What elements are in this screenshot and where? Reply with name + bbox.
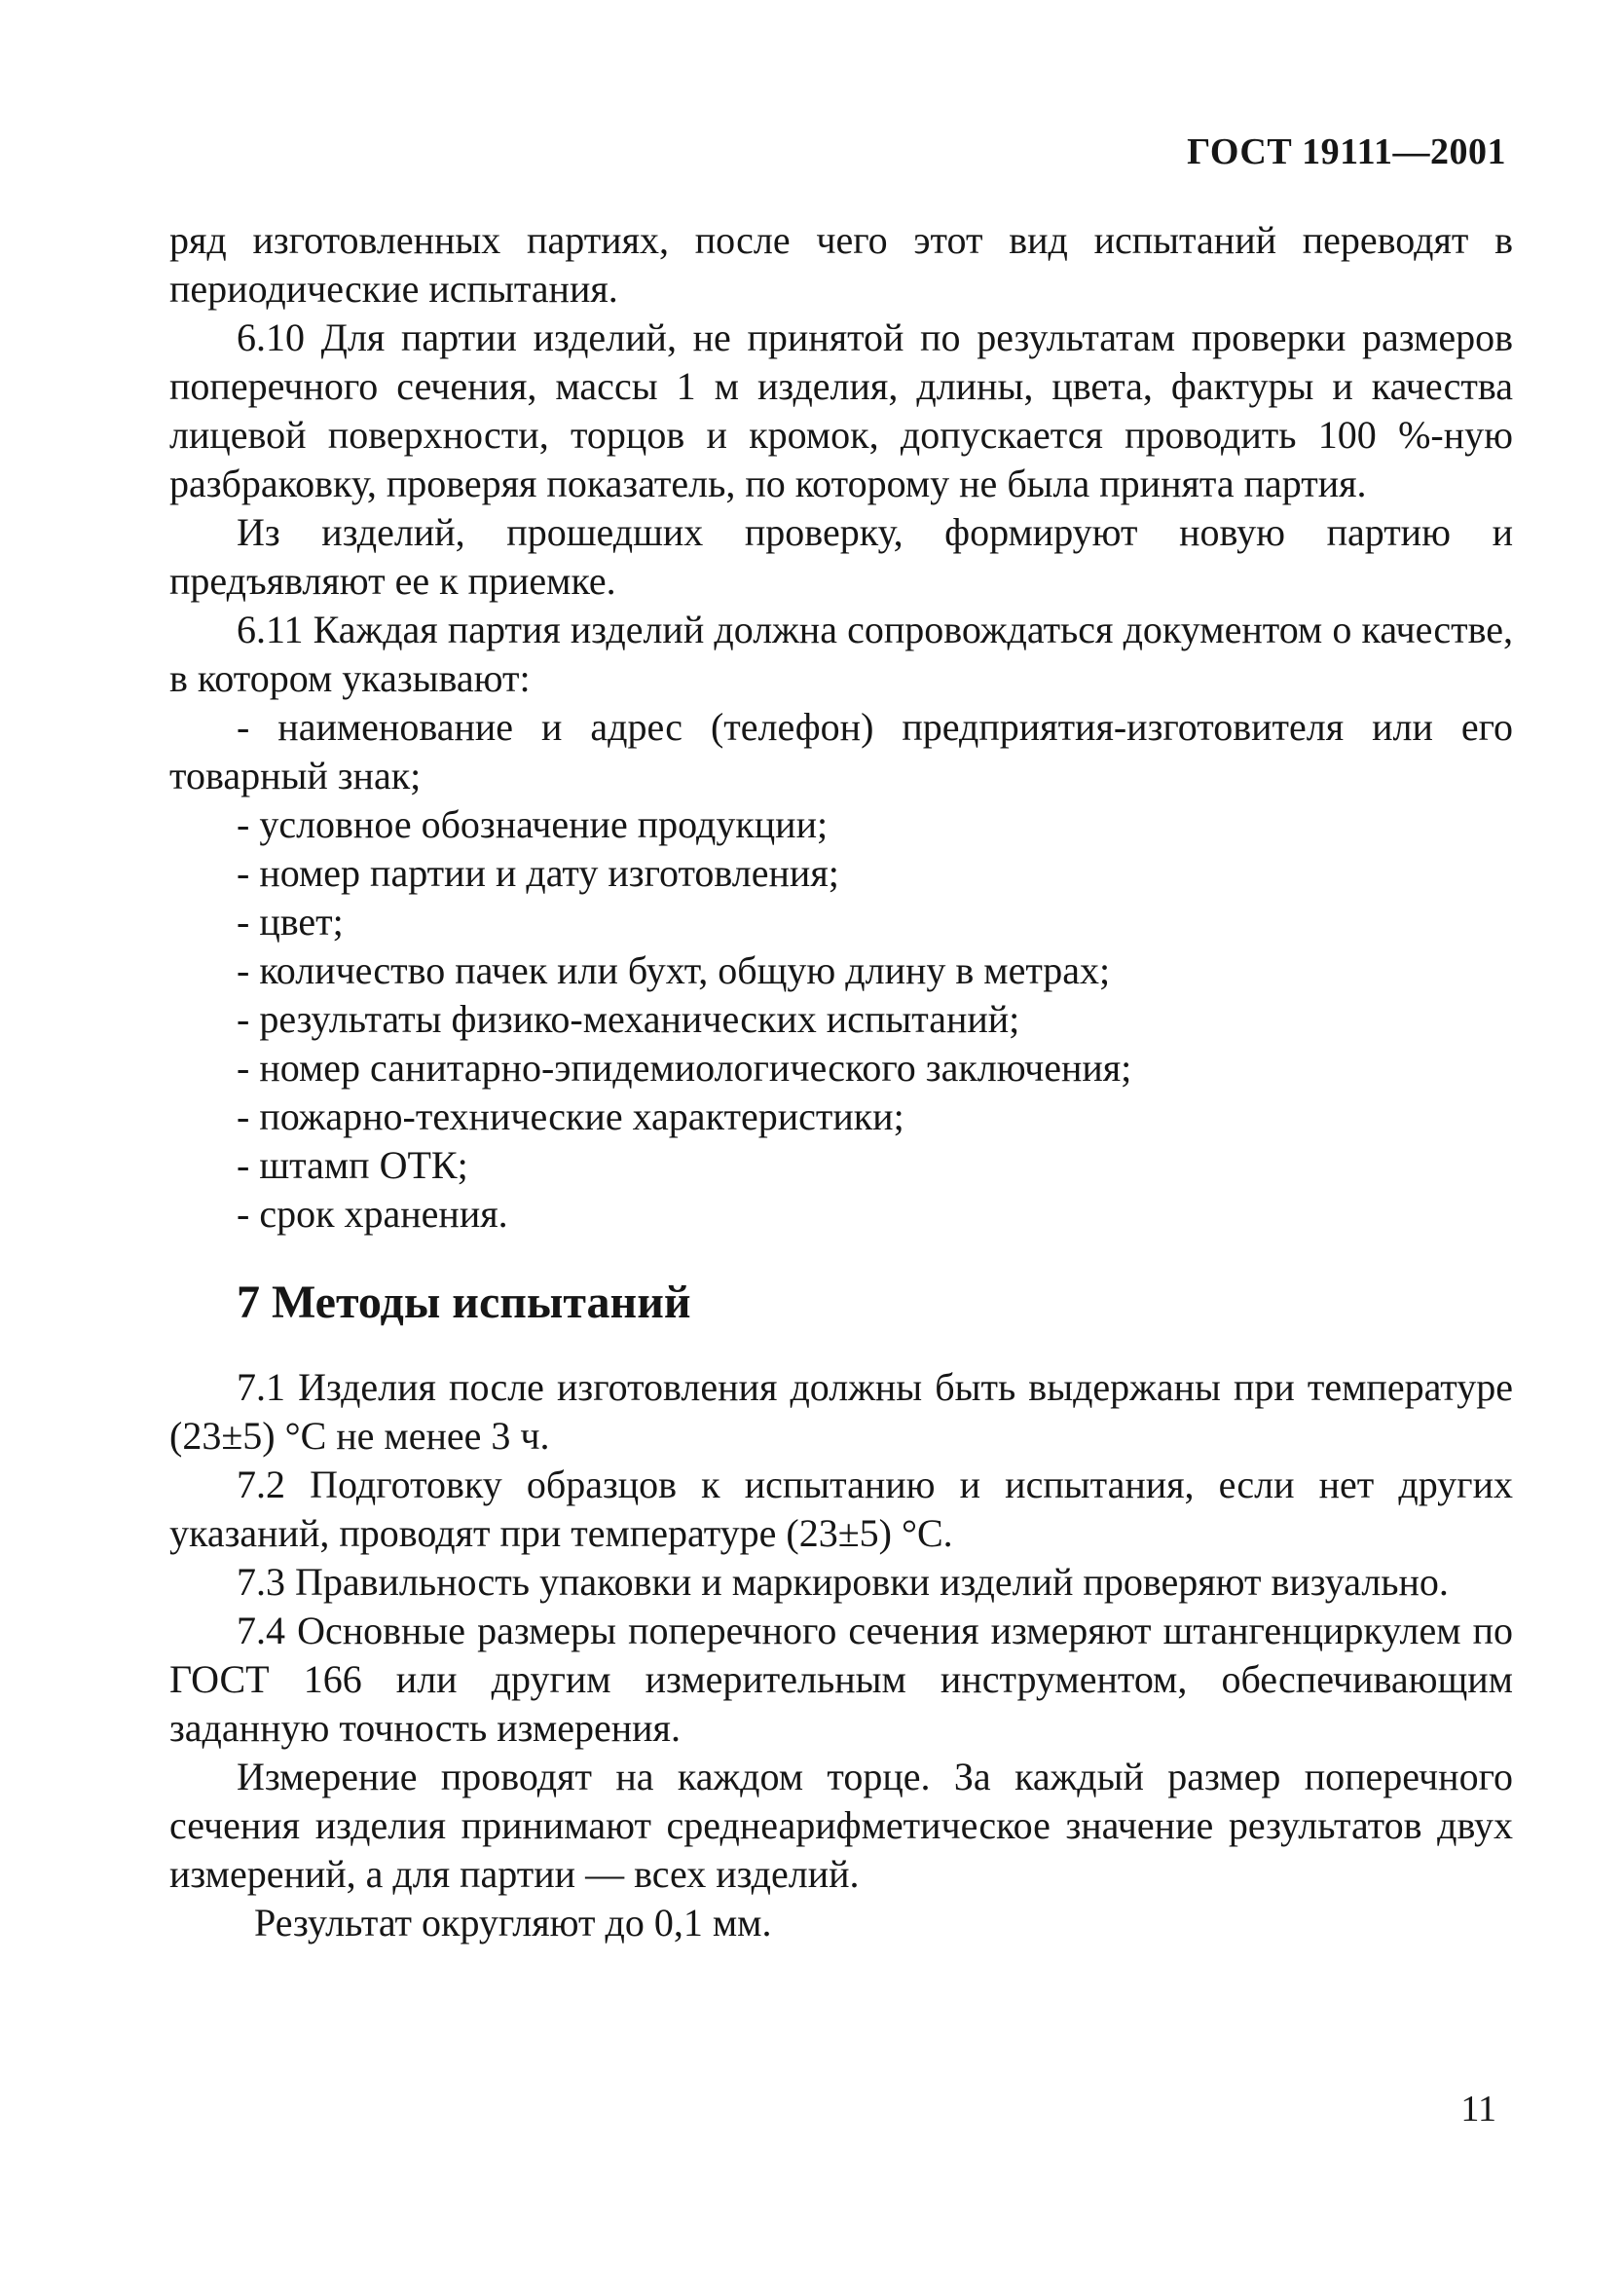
paragraph-7-4: 7.4 Основные размеры поперечного сечения измеряют штангенциркулем по ГОСТ 166 или другим измерительным инструментом, обеспечивающим заданную точность измерения. [169, 1609, 1513, 1750]
paragraph-7-2: 7.2 Подготовку образцов к испытанию и испытания, если нет других указаний, проводят при температуре (23±5) °С. [169, 1463, 1513, 1555]
paragraph-7-1: 7.1 Изделия после изготовления должны быть выдержаны при температуре (23±5) °С не менее 3 ч. [169, 1365, 1513, 1458]
paragraph-measurement: Измерение проводят на каждом торце. За каждый размер поперечного сечения изделия принимают среднеарифметическое значение результатов двух измерений, а для партии — всех изделий. [169, 1755, 1513, 1896]
paragraph-rounding: Результат округляют до 0,1 мм. [254, 1901, 772, 1944]
list-item: - номер партии и дату изготовления; [237, 851, 839, 895]
paragraph-6-10: 6.10 Для партии изделий, не принятой по результатам проверки размеров поперечного сечения, массы 1 м изделия, длины, цвета, фактуры и качества лицевой поверхности, торцов и кромок, допускается проводить 100 %-ную разбраковку, проверяя показатель, по которому не была принята партия. [169, 315, 1513, 505]
document-code-header: ГОСТ 19111—2001 [1187, 131, 1506, 172]
paragraph-continuation: ряд изготовленных партиях, после чего этот вид испытаний переводят в периодические испытания. [169, 218, 1513, 311]
list-item: - срок хранения. [237, 1192, 508, 1236]
list-item: - результаты физико-механических испытаний; [237, 997, 1020, 1041]
paragraph-6-11: 6.11 Каждая партия изделий должна сопровождаться документом о качестве, в котором указывают: [169, 608, 1513, 700]
list-item: - штамп ОТК; [237, 1143, 468, 1187]
paragraph-rejected-batch: Из изделий, прошедших проверку, формируют новую партию и предъявляют ее к приемке. [169, 510, 1513, 603]
list-item: - пожарно-технические характеристики; [237, 1094, 904, 1138]
list-item: - условное обозначение продукции; [237, 802, 829, 846]
quality-document-list [169, 703, 1513, 1239]
list-item: - цвет; [237, 900, 344, 944]
document-body [169, 216, 1513, 1947]
list-item: - номер санитарно-эпидемиологического заключения; [237, 1046, 1132, 1090]
section-heading: 7 Методы испытаний [237, 1277, 691, 1328]
paragraph-7-3: 7.3 Правильность упаковки и маркировки изделий проверяют визуально. [237, 1560, 1449, 1604]
list-item: - наименование и адрес (телефон) предприятия-изготовителя или его товарный знак; [169, 705, 1513, 797]
list-item: - количество пачек или бухт, общую длину в метрах; [237, 948, 1111, 992]
page-number: 11 [1460, 2089, 1496, 2129]
